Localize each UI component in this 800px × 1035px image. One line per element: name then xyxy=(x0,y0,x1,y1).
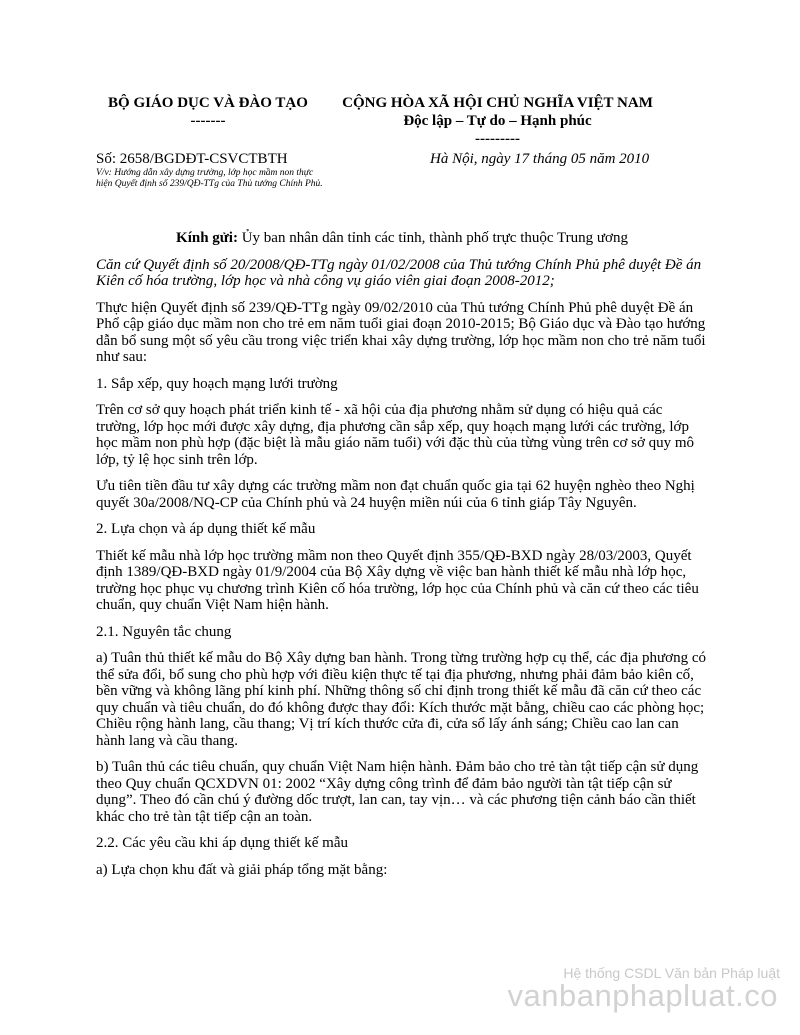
recipient-label: Kính gửi: xyxy=(176,230,238,246)
document-subject: V/v: Hướng dẫn xây dựng trường, lớp học mầm non thực hiện Quyết định số 239/QĐ-TTg của Thủ tướng Chính Phủ. xyxy=(96,168,323,189)
paragraph-intro: Thực hiện Quyết định số 239/QĐ-TTg ngày 09/02/2010 của Thủ tướng Chính Phủ phê duyệt Đề án Phổ cập giáo dục mầm non cho trẻ em năm tuổi giai đoạn 2010-2015; Bộ Giáo dục và Đào tạo hướng dẫn bổ sung một số yêu cầu trong việc triển khai xây dựng trường, lớp học mầm non cho trẻ năm tuổi như sau: xyxy=(96,299,706,365)
national-header xyxy=(320,94,675,148)
section-heading-2-2: 2.2. Các yêu cầu khi áp dụng thiết kế mẫu xyxy=(96,835,349,851)
watermark-site: vanbanphapluat.co xyxy=(507,978,778,1013)
document-number: Số: 2658/BGDĐT-CSVCTBTH xyxy=(96,151,288,167)
document-date: Hà Nội, ngày 17 tháng 05 năm 2010 xyxy=(430,151,650,167)
country-name: CỘNG HÒA XÃ HỘI CHỦ NGHĨA VIỆT NAM xyxy=(342,95,653,111)
ministry-header xyxy=(96,94,320,130)
ministry-name: BỘ GIÁO DỤC VÀ ĐÀO TẠO xyxy=(108,95,308,111)
paragraph-principle-b: b) Tuân thủ các tiêu chuẩn, quy chuẩn Việt Nam hiện hành. Đảm bảo cho trẻ tàn tật tiếp cận sử dụng theo Quy chuẩn QCXDVN 01: 2002 “Xây dựng công trình để đảm bảo người tàn tật tiếp cận sử dụng”. Theo đó cần chú ý đường dốc trượt, lan can, tay vịn… và các phương tiện cảnh báo cần thiết khác cho trẻ tàn tật tiếp cận an toàn. xyxy=(96,759,699,825)
document-body xyxy=(96,230,708,888)
section-heading-2: 2. Lựa chọn và áp dụng thiết kế mẫu xyxy=(96,521,316,537)
paragraph-design: Thiết kế mẫu nhà lớp học trường mầm non theo Quyết định 355/QĐ-BXD ngày 28/03/2003, Quyết định 1389/QĐ-BXD ngày 01/9/2004 của Bộ Xây dựng về việc ban hành thiết kế mẫu nhà lớp học, trường học phục vụ chương trình Kiên cố hóa trường, lớp học của Chính phủ và căn cứ theo các tiêu chuẩn, quy chuẩn Việt Nam hiện hành. xyxy=(96,547,699,613)
national-motto: Độc lập – Tự do – Hạnh phúc xyxy=(403,113,592,129)
paragraph-principle-a: a) Tuân thủ thiết kế mẫu do Bộ Xây dựng ban hành. Trong từng trường hợp cụ thể, các địa phương có thể sửa đổi, bổ sung cho phù hợp với điều kiện thực tế tại địa phương, nhưng phải đảm bảo kiên cố, bền vững và không lãng phí kinh phí. Những thông số chỉ định trong thiết kế mẫu đã căn cứ theo các quy chuẩn và tiêu chuẩn, do đó không được thay đổi: Kích thước mặt bằng, chiều cao các phòng học; Chiều rộng hành lang, cầu thang; Vị trí kích thước cửa đi, cửa sổ lấy ánh sáng; Chiều cao lan can hành lang và cầu thang. xyxy=(96,650,706,749)
watermark-caption: Hệ thống CSDL Văn bản Pháp luật xyxy=(563,965,780,981)
paragraph-network: Trên cơ sở quy hoạch phát triển kinh tế - xã hội của địa phương nhằm sử dụng có hiệu quả các trường, lớp học mới được xây dựng, địa phương cần sắp xếp, quy hoạch mạng lưới các trường, lớp học mầm non phù hợp (đặc biệt là mẫu giáo năm tuổi) với đặc thù của từng vùng trên cơ sở quy mô lớp, tỷ lệ học sinh trên lớp. xyxy=(96,402,695,468)
section-heading-2-1: 2.1. Nguyên tắc chung xyxy=(96,623,232,640)
ministry-rule: ------- xyxy=(190,113,226,129)
legal-basis: Căn cứ Quyết định số 20/2008/QĐ-TTg ngày 01/02/2008 của Thủ tướng Chính Phủ phê duyệt Đề án Kiên cố hóa trường, lớp học và nhà công vụ giáo viên giai đoạn 2008-2012; xyxy=(96,256,702,289)
recipient-text: Ủy ban nhân dân tỉnh các tỉnh, thành phố trực thuộc Trung ương xyxy=(237,230,628,246)
motto-rule: --------- xyxy=(475,131,520,147)
paragraph-priority: Ưu tiên tiền đầu tư xây dựng các trường mầm non đạt chuẩn quốc gia tại 62 huyện nghèo theo Nghị quyết 30a/2008/NQ-CP của Chính phủ và 24 huyện miền núi của 6 tỉnh giáp Tây Nguyên. xyxy=(96,478,695,511)
recipient-line xyxy=(96,230,708,247)
paragraph-site-selection: a) Lựa chọn khu đất và giải pháp tổng mặt bằng: xyxy=(96,861,388,878)
section-heading-1: 1. Sắp xếp, quy hoạch mạng lưới trường xyxy=(96,375,338,392)
